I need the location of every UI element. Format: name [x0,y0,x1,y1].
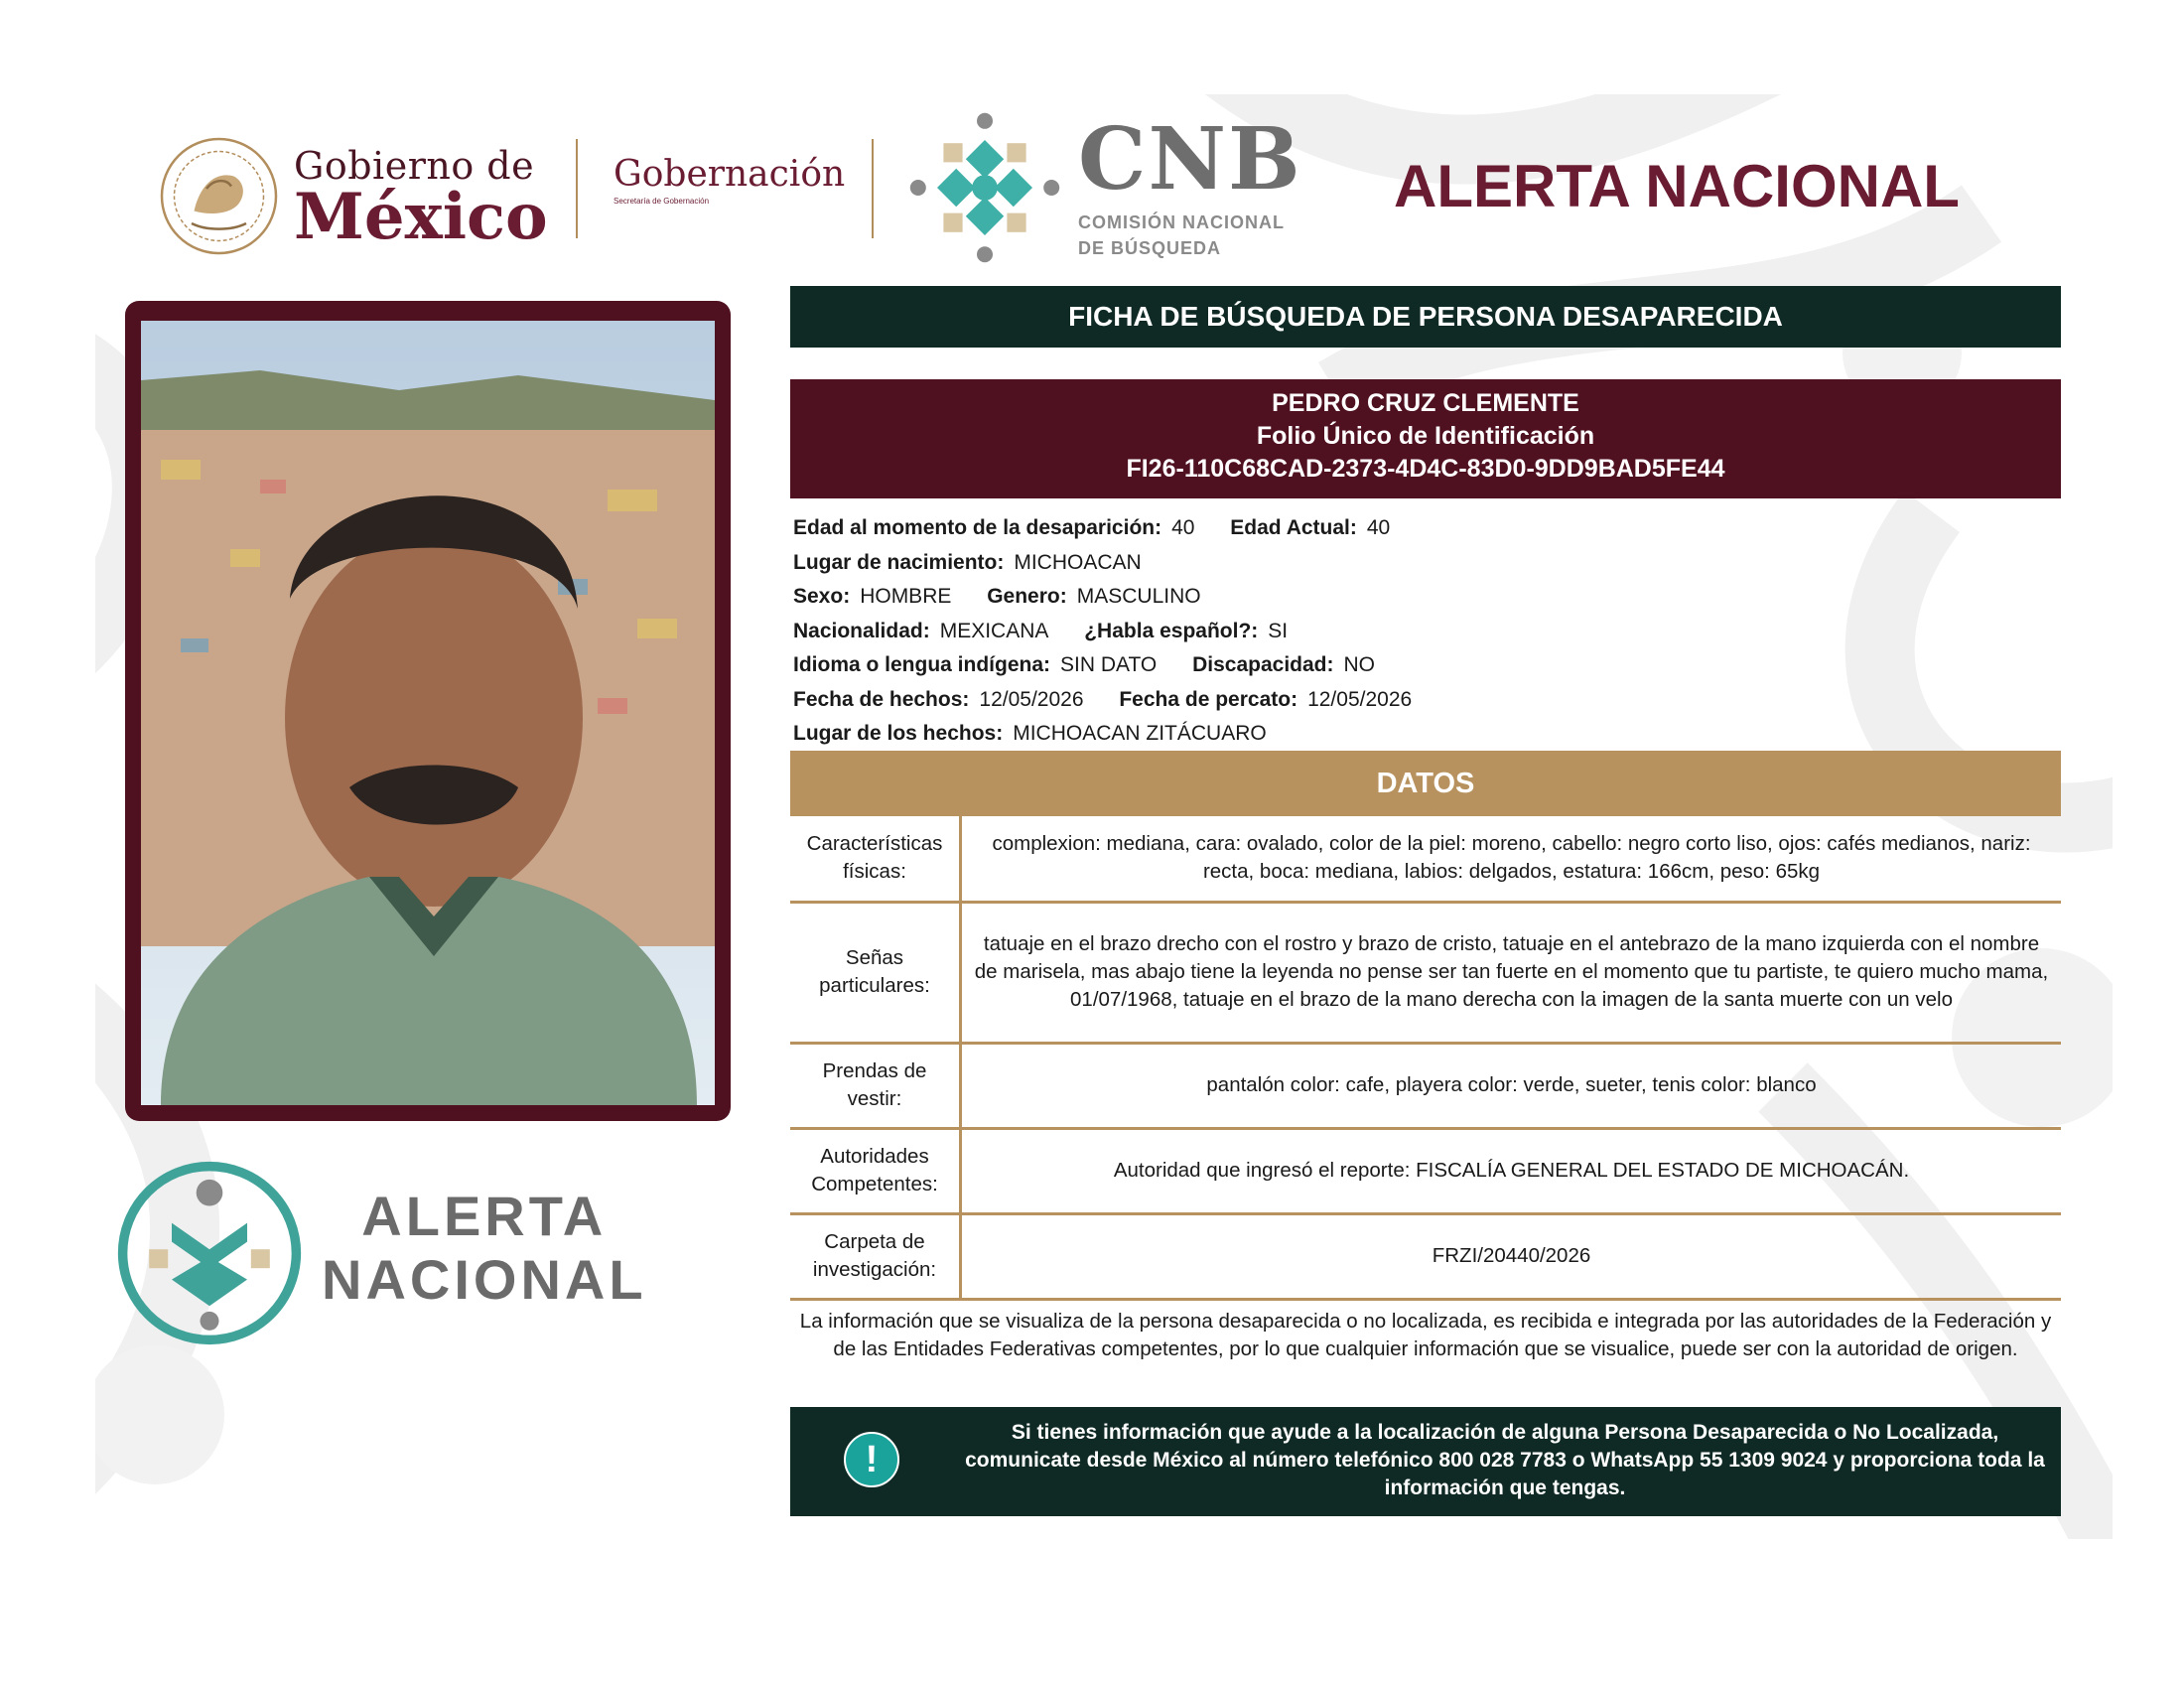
contact-footer [790,1407,2061,1516]
alert-sheet [95,94,2113,1539]
gobernacion-logo [614,154,845,206]
idioma-label: Idioma o lengua indígena: [793,653,1051,676]
edad-desap-label: Edad al momento de la desaparición: [793,516,1162,539]
header-divider [576,139,578,238]
datos-key: Prendas de vestir: [790,1043,961,1128]
fecha-percato-value: 12/05/2026 [1307,687,1413,711]
sexo-label: Sexo: [793,585,851,608]
exclamation-icon: ! [844,1432,899,1487]
espanol-value: SI [1268,619,1289,642]
edad-actual-value: 40 [1366,516,1391,539]
lugar-hechos-value: MICHOACAN ZITÁCUARO [1013,722,1267,745]
info-row [793,683,2054,718]
table-row [790,1043,2061,1128]
folio-number: FI26-110C68CAD-2373-4D4C-83D0-9DD9BAD5FE44 [1126,455,1725,483]
lugar-nac-label: Lugar de nacimiento: [793,550,1005,574]
edad-desap-value: 40 [1171,516,1195,539]
datos-table [790,816,2061,1301]
cnb-name-line2: DE BÚSQUEDA [1078,238,1222,258]
lugar-hechos-label: Lugar de los hechos: [793,722,1004,745]
datos-key: Características físicas: [790,816,961,902]
header-divider [872,139,874,238]
gob-line2: México [294,180,548,254]
datos-value: complexion: mediana, cara: ovalado, color de la piel: moreno, cabello: negro corto liso, ojos: cafés medianos, nariz: recta, boca: mediana, labios: delgados, estatura: 166cm, peso: 65kg [961,816,2062,902]
fecha-percato-label: Fecha de percato: [1119,687,1298,711]
table-row [790,1128,2061,1213]
cnb-name-line1: COMISIÓN NACIONAL [1078,212,1285,232]
person-identity-band [790,379,2061,498]
info-row [793,648,2054,683]
espanol-label: ¿Habla español?: [1084,619,1259,642]
gobierno-de-mexico-logo [294,144,548,254]
ficha-title: FICHA DE BÚSQUEDA DE PERSONA DESAPARECIDA [790,286,2061,348]
contact-text: Si tienes información que ayude a la localización de alguna Persona Desaparecida o No Localizada, comunicate desde México al número telefónico 800 028 7783 o WhatsApp 55 1309 9024 y proporciona toda la información que tengas. [965,1421,2045,1499]
datos-header: DATOS [790,751,2061,816]
table-row [790,816,2061,902]
disclaimer-text: La información que se visualiza de la persona desaparecida o no localizada, es recibida e integrada por las autoridades de la Federación y de las Entidades Federativas competentes, por lo que cualquier información que se visualice, puede ser con la autoridad de origen. [799,1310,2052,1360]
nacionalidad-label: Nacionalidad: [793,619,930,642]
idioma-value: SIN DATO [1060,653,1158,676]
fecha-hechos-value: 12/05/2026 [979,687,1084,711]
info-row [793,717,2054,752]
gobernacion-subtitle: Secretaría de Gobernación [614,197,710,206]
gob-line1: Gobierno de [294,144,535,188]
person-name: PEDRO CRUZ CLEMENTE [1272,389,1579,417]
datos-key: Señas particulares: [790,902,961,1043]
datos-value: tatuaje en el brazo drecho con el rostro y brazo de cristo, tatuaje en el antebrazo de la mano izquierda con el nombre de marisela, mas abajo tiene la leyenda no pense ser tan fuerte en el momento que tu partiste, te quiero mucho mama, 01/07/1968, tatuaje en el brazo de la mano derecha con la imagen de la santa muerte con un velo [961,902,2062,1043]
datos-value: pantalón color: cafe, playera color: verde, sueter, tenis color: blanco [961,1043,2062,1128]
info-row [793,580,2054,615]
info-row [793,511,2054,546]
datos-key: Autoridades Competentes: [790,1128,961,1213]
info-row [793,615,2054,649]
edad-actual-label: Edad Actual: [1230,516,1357,539]
genero-value: MASCULINO [1076,585,1201,608]
mexico-seal-icon [157,134,281,258]
datos-value: FRZI/20440/2026 [961,1213,2062,1299]
alerta-nacional-title: ALERTA NACIONAL [1394,153,1960,219]
sexo-value: HOMBRE [860,585,952,608]
table-row [790,902,2061,1043]
fecha-hechos-label: Fecha de hechos: [793,687,970,711]
folio-label: Folio Único de Identificación [1256,422,1595,450]
person-photo [141,321,715,1105]
lugar-nac-value: MICHOACAN [1014,550,1142,574]
genero-label: Genero: [987,585,1067,608]
cnb-logo-icon [905,108,1064,267]
cnb-acronym: CNB [1078,109,1302,210]
gobernacion-title: Gobernación [614,154,846,195]
person-info [793,511,2054,752]
table-row [790,1213,2061,1299]
discapacidad-label: Discapacidad: [1192,653,1334,676]
datos-key: Carpeta de investigación: [790,1213,961,1299]
cnb-logo [1078,109,1302,259]
nacionalidad-value: MEXICANA [939,619,1049,642]
logo-line2: NACIONAL [322,1248,647,1311]
alerta-nacional-logo-text [322,1185,647,1312]
alerta-nacional-logo-icon [115,1159,304,1347]
logo-line1: ALERTA [361,1185,608,1247]
datos-value: Autoridad que ingresó el reporte: FISCALÍA GENERAL DEL ESTADO DE MICHOACÁN. [961,1128,2062,1213]
discapacidad-value: NO [1343,653,1375,676]
info-row [793,546,2054,581]
